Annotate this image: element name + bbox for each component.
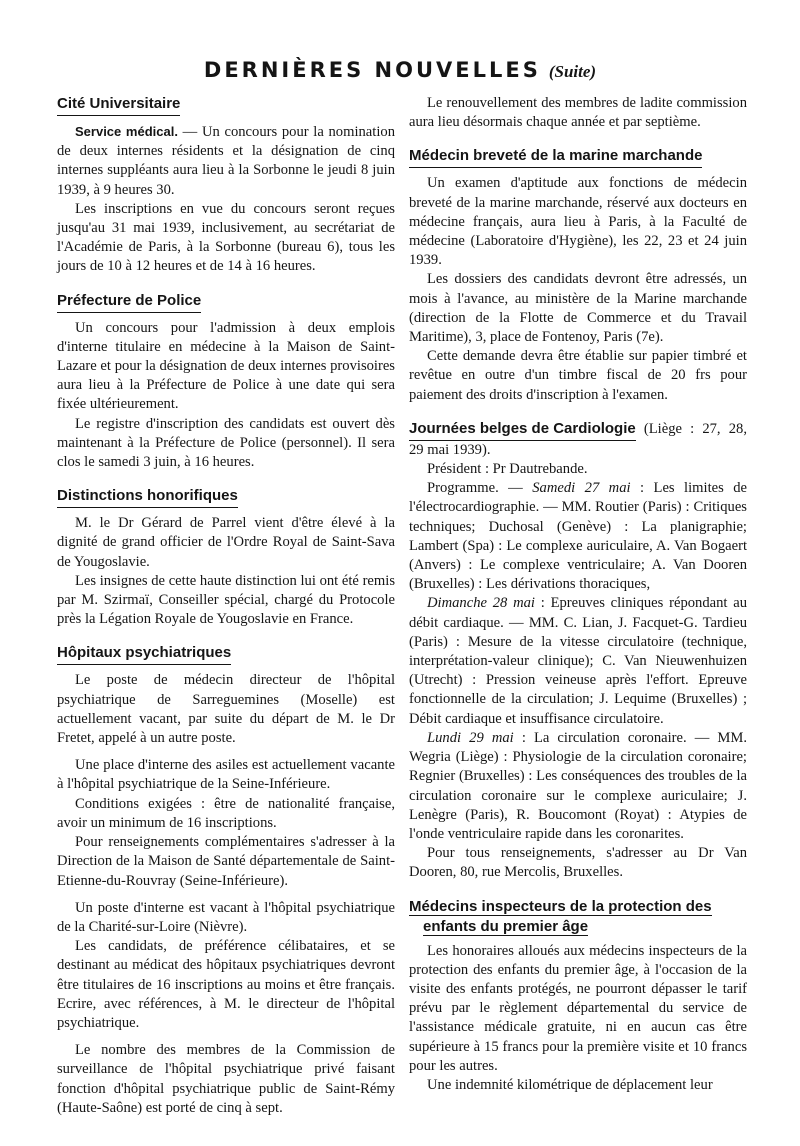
cardio-day-3-text: : La circulation coronaire. — MM. Wegria (Liège) : Physiologie de la circulation coronaire; Regnier (Bruxelles) : Les conséquences des troubles de la circulation coronaire sur le complexe auriculaire; J. Lenègre (Paris), R. Boucomont (Royat) : Atypies de l'onde ventriculaire rapide dans les coronarites.: [409, 729, 748, 842]
distinctions-paragraph-2: Les insignes de cette haute distinction lui ont été remis par M. Szirmaï, Conseiller spécial, chargé du Protocole près la Légation Royale de Yougoslavie en France.: [57, 572, 395, 628]
heading-inspecteurs-line-2: enfants du premier âge: [423, 917, 589, 935]
marine-paragraph-1: Un examen d'aptitude aux fonctions de médecin breveté de la marine marchande, réservé aux docteurs en médecine français, aura lieu à Paris, à la Faculté de médecine (Laboratoire d'Hygiène), les 22, 23 et 24 juin 1939.: [409, 175, 747, 269]
cardio-day-3-date: Lundi 29 mai: [427, 729, 514, 746]
heading-marine: Médecin breveté de la marine marchande: [409, 146, 702, 168]
hopitaux-paragraph-1: Le poste de médecin directeur de l'hôpital psychiatrique de Sarreguemines (Moselle) est actuellement vacant, par suite du départ de M. le Dr Fretet, appelé à un autre poste.: [57, 672, 395, 747]
heading-distinctions: Distinctions honorifiques: [57, 486, 238, 508]
cardio-day-2-date: Dimanche 28 mai: [427, 595, 535, 612]
masthead-suite: (Suite): [548, 62, 597, 81]
cardio-heading-tail: (Liège : 27, 28, 29 mai 1939).: [409, 420, 747, 458]
left-column: [57, 94, 395, 1118]
hopitaux-paragraph-3: Conditions exigées : être de nationalité française, avoir un minimum de 16 inscriptions.: [57, 795, 395, 831]
cite-paragraph-1: [57, 122, 395, 200]
cardio-day-1: [409, 479, 747, 594]
cardio-day-2-text: : Epreuves cliniques répondant au débit cardiaque. — MM. C. Lian, J. Facquet-G. Tardieu (Paris) : Mesure de la vitesse circulatoire (technique, interprétation-valeur clinique); C. Van Nieuwenhuizen (Utrecht) : Pression veineuse après l'effort. Epreuve fonctionnelle de la circulation; J. Lequime (Bruxelles) ; Débit cardiaque et insuffisance circulatoire.: [409, 595, 747, 727]
cite-p1-text: — Un concours pour la nomination de deux internes résidents et la désignation de cinq internes suppléants aura lieu à la Sorbonne le jeudi 8 juin 1939, à 9 heures 30.: [57, 124, 395, 198]
heading-cite-universitaire: Cité Universitaire: [57, 94, 180, 116]
cardio-day-2: [409, 594, 747, 728]
intro-paragraph: Le renouvellement des membres de ladite commission aura lieu désormais chaque année et par septième.: [409, 95, 747, 131]
cardio-day-3: [409, 729, 747, 844]
cite-paragraph-2: Les inscriptions en vue du concours seront reçues jusqu'au 31 mai 1939, inclusivement, au secrétariat de l'Académie de Paris, à la Sorbonne (bureau 6), tous les jours de 10 à 12 heures et de 14 à 16 heures.: [57, 200, 395, 275]
cardio-president: Président : Pr Dautrebande.: [427, 461, 588, 478]
cardio-program-lead: Programme. —: [427, 480, 523, 497]
distinctions-paragraph-1: M. le Dr Gérard de Parrel vient d'être élevé à la dignité de grand officier de l'Ordre Royal de Saint-Sava de Yougoslavie.: [57, 515, 395, 570]
marine-paragraph-2: Les dossiers des candidats devront être adressés, un mois à l'avance, au ministère de la Marine marchande (direction de la Flotte de Commerce et du Travail Maritime), 3, place de Fontenoy, Paris (7e).: [409, 271, 747, 346]
cardio-heading-line: [409, 419, 747, 460]
hopitaux-paragraph-4: Pour renseignements complémentaires s'adresser à la Direction de la Maison de Santé départementale de Saint-Etienne-du-Rouvray (Seine-Inférieure).: [57, 834, 395, 889]
prefecture-paragraph-1: Un concours pour l'admission à deux emplois d'interne titulaire en médecine à la Maison de Saint-Lazare et pour la désignation de deux internes provisoires aura lieu à la Préfecture de Police à une date qui sera fixée ultérieurement.: [57, 319, 395, 413]
heading-hopitaux: Hôpitaux psychiatriques: [57, 643, 231, 665]
marine-paragraph-3: Cette demande devra être établie sur papier timbré et revêtue en outre d'un timbre fiscal de 20 frs pour paiement des droits d'inscription à l'examen.: [409, 348, 747, 403]
prefecture-paragraph-2: Le registre d'inscription des candidats est ouvert dès maintenant à la Préfecture de Police (personnel). Il sera clos le samedi 3 juin, à 16 heures.: [57, 415, 395, 471]
cite-lead: Service médical.: [75, 124, 178, 139]
hopitaux-paragraph-6: Les candidats, de préférence célibataires, et se destinant au médicat des hôpitaux psychiatriques devront être titulaires de 16 inscriptions au moins et être français. Ecrire, avec références, à M. le directeur de l'hôpital psychiatrique.: [57, 938, 395, 1031]
page-masthead: [0, 56, 800, 86]
heading-inspecteurs-line-1: Médecins inspecteurs de la protection des: [409, 897, 712, 915]
cardio-day-1-date: Samedi 27 mai: [532, 480, 631, 497]
inspecteurs-paragraph-1: Les honoraires alloués aux médecins inspecteurs de la protection des enfants du premier âge, à l'occasion de la visite des enfants protégés, ne pourront dépasser le tarif prévu par le règlement départemental du service de l'assistance médicale gratuite, ni en aucun cas être supérieure à 15 francs pour la première visite et 10 francs pour les autres.: [409, 942, 747, 1074]
hopitaux-paragraph-5: Un poste d'interne est vacant à l'hôpital psychiatrique de la Charité-sur-Loire (Nièvre).: [57, 899, 395, 935]
heading-cardiologie: Journées belges de Cardiologie: [409, 419, 636, 441]
heading-inspecteurs: [409, 897, 747, 938]
right-column: [409, 94, 747, 1095]
hopitaux-paragraph-7: Le nombre des membres de la Commission de surveillance de l'hôpital psychiatrique privé faisant fonction d'hôpital psychiatrique public de Saint-Rémy (Haute-Saône) est porté de cinq à sept.: [57, 1042, 395, 1116]
hopitaux-paragraph-2: Une place d'interne des asiles est actuellement vacante à l'hôpital psychiatrique de la Seine-Inférieure.: [57, 757, 395, 793]
masthead-title: DERNIÈRES NOUVELLES: [203, 58, 541, 82]
inspecteurs-paragraph-2: Une indemnité kilométrique de déplacement leur: [427, 1076, 713, 1093]
cardio-day-1-text: : Les limites de l'électrocardiographie. — MM. Routier (Paris) : Critiques techniques; Duchosal (Genève) : La planigraphie; Lambert (Spa) : Le complexe auriculaire, A. Van Bogaert (Anvers) : Le complexe ventriculaire; A. Van Dooren (Bruxelles) : Les dérivations thoraciques,: [409, 480, 747, 593]
cardio-contact: Pour tous renseignements, s'adresser au Dr Van Dooren, 80, rue Mercolis, Bruxelles.: [409, 845, 747, 881]
heading-prefecture: Préfecture de Police: [57, 291, 201, 313]
